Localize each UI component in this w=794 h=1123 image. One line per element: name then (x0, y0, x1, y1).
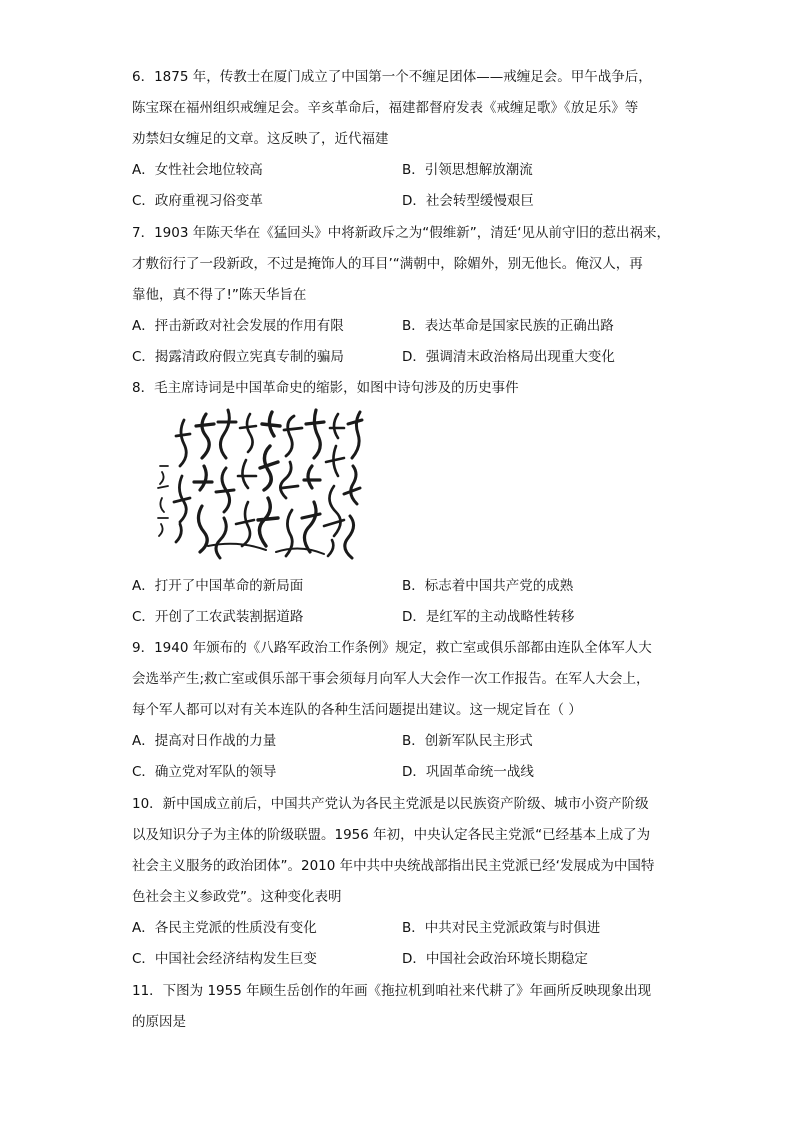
question-line: 陈宝琛在福州组织戒缠足会。辛亥革命后，福建都督府发表《戒缠足歌》《放足乐》等 (132, 100, 639, 116)
option-b[interactable]: B．引领思想解放潮流 (402, 162, 533, 178)
question-line: 的原因是 (132, 1014, 186, 1030)
option-b[interactable]: B．表达革命是国家民族的正确出路 (402, 318, 614, 334)
question-line: 8．毛主席诗词是中国革命史的缩影，如图中诗句涉及的历史事件 (132, 380, 519, 396)
question-7-options (132, 311, 672, 373)
question-line: 色社会主义参政党”。这种变化表明 (132, 889, 342, 905)
question-line: 劝禁妇女缠足的文章。这反映了，近代福建 (132, 131, 389, 147)
option-c[interactable]: C．政府重视习俗变革 (132, 193, 263, 209)
question-9-stem (132, 633, 672, 726)
question-7-stem (132, 218, 672, 311)
option-a[interactable]: A．女性社会地位较高 (132, 162, 263, 178)
option-a[interactable]: A．各民主党派的性质没有变化 (132, 920, 317, 936)
question-line: 9．1940 年颁布的《八路军政治工作条例》规定，救亡室或俱乐部都由连队全体军人大 (132, 640, 652, 656)
option-d[interactable]: D．社会转型缓慢艰巨 (402, 193, 534, 209)
option-d[interactable]: D．中国社会政治环境长期稳定 (402, 951, 588, 967)
option-b[interactable]: B．创新军队民主形式 (402, 733, 533, 749)
option-a[interactable]: A．打开了中国革命的新局面 (132, 578, 304, 594)
question-8-options (132, 571, 672, 633)
option-c[interactable]: C．揭露清政府假立宪真专制的骗局 (132, 349, 344, 365)
option-d[interactable]: D．巩固革命统一战线 (402, 764, 534, 780)
question-6-options (132, 155, 672, 217)
question-8-stem (132, 373, 672, 404)
calligraphy-image (148, 406, 372, 564)
question-10-options (132, 913, 672, 975)
option-c[interactable]: C．确立党对军队的领导 (132, 764, 277, 780)
option-a[interactable]: A．抨击新政对社会发展的作用有限 (132, 318, 344, 334)
question-line: 社会主义服务的政治团体”。2010 年中共中央统战部指出民主党派已经‘发展成为中国特 (132, 858, 655, 874)
question-line: 靠他，真不得了!”陈天华旨在 (132, 287, 307, 303)
option-b[interactable]: B．标志着中国共产党的成熟 (402, 578, 574, 594)
question-9-options (132, 726, 672, 788)
question-10-stem (132, 789, 672, 913)
question-line: 10．新中国成立前后，中国共产党认为各民主党派是以民族资产阶级、城市小资产阶级 (132, 796, 649, 812)
calligraphy-brush-strokes (148, 406, 372, 564)
option-d[interactable]: D．是红军的主动战略性转移 (402, 609, 575, 625)
option-c[interactable]: C．开创了工农武装割据道路 (132, 609, 304, 625)
question-line: 以及知识分子为主体的阶级联盟。1956 年初，中央认定各民主党派“已经基本上成了为 (132, 827, 651, 843)
question-line: 会选举产生;救亡室或俱乐部干事会须每月向军人大会作一次工作报告。在军人大会上， (132, 671, 650, 687)
question-line: 才敷衍行了一段新政，不过是掩饰人的耳目’“满朝中，除媚外，别无他长。俺汉人，再 (132, 256, 643, 272)
question-line: 7．1903 年陈天华在《猛回头》中将新政斥之为“假维新”，清廷‘见从前守旧的惹出祸来， (132, 225, 671, 241)
question-6-stem (132, 62, 672, 155)
option-c[interactable]: C．中国社会经济结构发生巨变 (132, 951, 317, 967)
option-d[interactable]: D．强调清末政治格局出现重大变化 (402, 349, 615, 365)
question-line: 6．1875 年，传教士在厦门成立了中国第一个不缠足团体——戒缠足会。甲午战争后， (132, 69, 652, 85)
question-line: 11．下图为 1955 年顾生岳创作的年画《拖拉机到咱社来代耕了》年画所反映现象出现 (132, 983, 652, 999)
option-a[interactable]: A．提高对日作战的力量 (132, 733, 277, 749)
question-line: 每个军人都可以对有关本连队的各种生活问题提出建议。这一规定旨在（ ） (132, 702, 582, 718)
option-b[interactable]: B．中共对民主党派政策与时俱进 (402, 920, 601, 936)
question-11-stem (132, 976, 672, 1038)
